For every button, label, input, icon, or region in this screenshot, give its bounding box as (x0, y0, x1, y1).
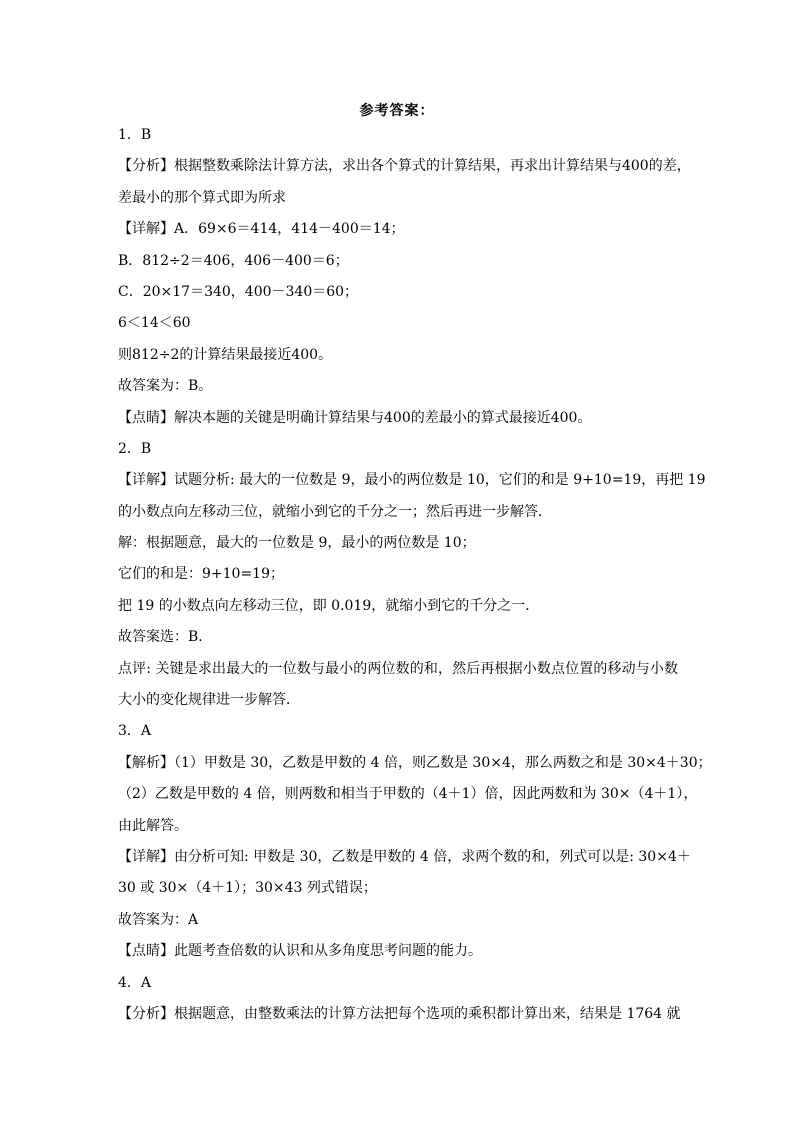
text-line: 【详解】A．69×6＝414，414－400＝14； (118, 221, 405, 238)
text-line: 【点睛】此题考查倍数的认识和从多角度思考问题的能力。 (118, 943, 482, 960)
text-line: 故答案为：B。 (118, 378, 213, 395)
page-title: 参考答案： (359, 103, 435, 119)
text-line: 故答案为：A (118, 911, 199, 928)
text-line: B．812÷2＝406，406－400＝6； (118, 252, 349, 269)
text-line: 6＜14＜60 (118, 315, 191, 332)
text-line: 则812÷2的计算结果最接近400。 (118, 346, 333, 363)
text-line: 解：根据题意，最大的一位数是 9，最小的两位数是 10； (118, 535, 476, 552)
text-line: 【分析】根据题意，由整数乘法的计算方法把每个选项的乘积都计算出来，结果是 1764 就 (118, 1005, 681, 1022)
answer-2-heading: 2．B (118, 440, 152, 457)
text-line: 【详解】由分析可知: 甲数是 30，乙数是甲数的 4 倍，求两个数的和，列式可以是: 30×4＋ (118, 848, 691, 865)
answer-1-heading: 1．B (118, 127, 152, 143)
text-line: 把 19 的小数点向左移动三位，即 0.019，就缩小到它的千分之一． (118, 597, 540, 614)
text-line: 它们的和是：9+10=19； (118, 566, 284, 583)
answer-3-heading: 3．A (118, 723, 152, 740)
text-line: 【详解】试题分析: 最大的一位数是 9，最小的两位数是 10，它们的和是 9+10=19，再把 19 (118, 472, 706, 489)
text-line: 30 或 30×（4＋1）；30×43 列式错误； (118, 880, 377, 897)
text-line: （2）乙数是甲数的 4 倍，则两数和相当于甲数的（4＋1）倍，因此两数和为 30×（4＋1）， (118, 786, 698, 803)
text-line: 由此解答。 (118, 817, 188, 834)
answer-4-heading: 4．A (118, 974, 152, 991)
text-line: 【解析】（1）甲数是 30，乙数是甲数的 4 倍，则乙数是 30×4，那么两数之和是 30×4＋30； (118, 754, 712, 771)
text-line: 【点睛】解决本题的关键是明确计算结果与400的差最小的算式最接近400。 (118, 409, 592, 426)
text-line: C．20×17＝340，400－340＝60； (118, 283, 359, 300)
text-line: 点评: 关键是求出最大的一位数与最小的两位数的和，然后再根据小数点位置的移动与小数 (118, 660, 678, 677)
text-line: 大小的变化规律进一步解答． (118, 692, 300, 709)
text-line: 的小数点向左移动三位，就缩小到它的千分之一；然后再进一步解答． (118, 503, 552, 520)
answer-content (118, 120, 712, 1030)
text-line: 故答案选：B． (118, 629, 213, 646)
text-line: 【分析】根据整数乘除法计算方法，求出各个算式的计算结果，再求出计算结果与400的差， (118, 158, 691, 175)
text-line: 差最小的那个算式即为所求 (118, 189, 286, 206)
